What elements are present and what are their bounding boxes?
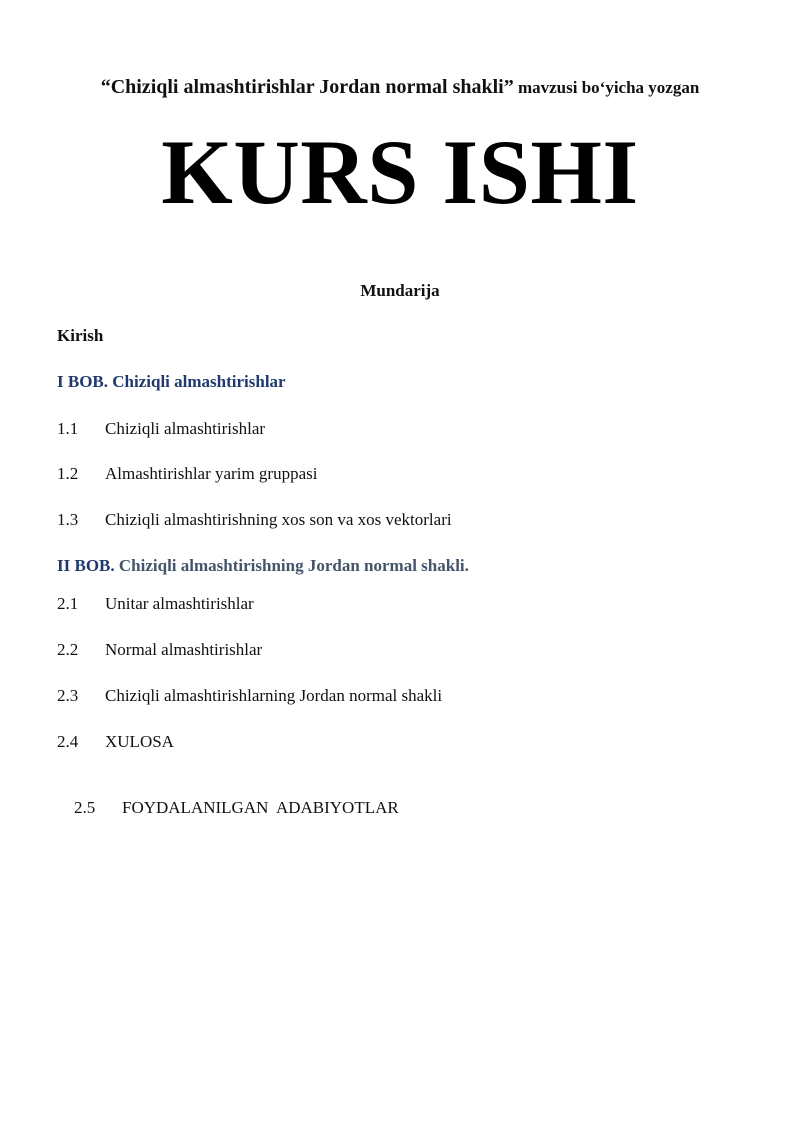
page-title: KURS ISHI — [161, 121, 639, 223]
toc-chapter-2 — [57, 556, 469, 576]
topic-title: Chiziqli almashtirishlar Jordan normal shakli — [110, 76, 504, 98]
toc-item-number: 1.3 — [57, 510, 79, 529]
contents-heading: Mundarija — [360, 281, 440, 300]
topic-line — [0, 76, 800, 99]
toc-item-1-2 — [57, 464, 317, 484]
toc-item-label: Chiziqli almashtirishlarning Jordan normal shakli — [105, 686, 443, 705]
toc-item-number: 2.5 — [74, 798, 96, 817]
toc-intro: Kirish — [57, 326, 104, 345]
toc-item-label: XULOSA — [105, 732, 174, 751]
toc-item-number: 2.1 — [57, 594, 79, 613]
toc-item-label: Chiziqli almashtirishning xos son va xos vektorlari — [105, 510, 452, 529]
toc-item-number: 2.3 — [57, 686, 79, 705]
toc-item-1-1 — [57, 419, 265, 439]
chapter-2-prefix: II BOB. — [57, 556, 115, 575]
toc-item-2-5 — [57, 778, 399, 838]
toc-item-2-4 — [57, 732, 174, 752]
topic-open-quote: “ — [100, 76, 111, 98]
toc-item-number: 2.2 — [57, 640, 79, 659]
toc-item-label: Unitar almashtirishlar — [105, 594, 254, 613]
toc-item-number: 1.2 — [57, 464, 79, 483]
topic-suffix: mavzusi bo‘yicha yozgan — [513, 78, 700, 97]
topic-close-quote: ” — [503, 76, 514, 98]
toc-item-label: Chiziqli almashtirishlar — [105, 419, 266, 438]
toc-item-label: Normal almashtirishlar — [105, 640, 263, 659]
toc-item-1-3 — [57, 510, 452, 530]
toc-item-label: Almashtirishlar yarim gruppasi — [105, 464, 318, 483]
toc-item-2-2 — [57, 640, 262, 660]
toc-item-label: FOYDALANILGAN ADABIYOTLAR — [122, 798, 399, 817]
toc-chapter-1: I BOB. Chiziqli almashtirishlar — [57, 372, 286, 391]
toc-item-number: 1.1 — [57, 419, 79, 438]
toc-item-number: 2.4 — [57, 732, 79, 751]
toc-item-2-3 — [57, 686, 442, 706]
chapter-2-title: Chiziqli almashtirishning Jordan normal shakli. — [114, 556, 469, 575]
toc-item-2-1 — [57, 594, 254, 614]
